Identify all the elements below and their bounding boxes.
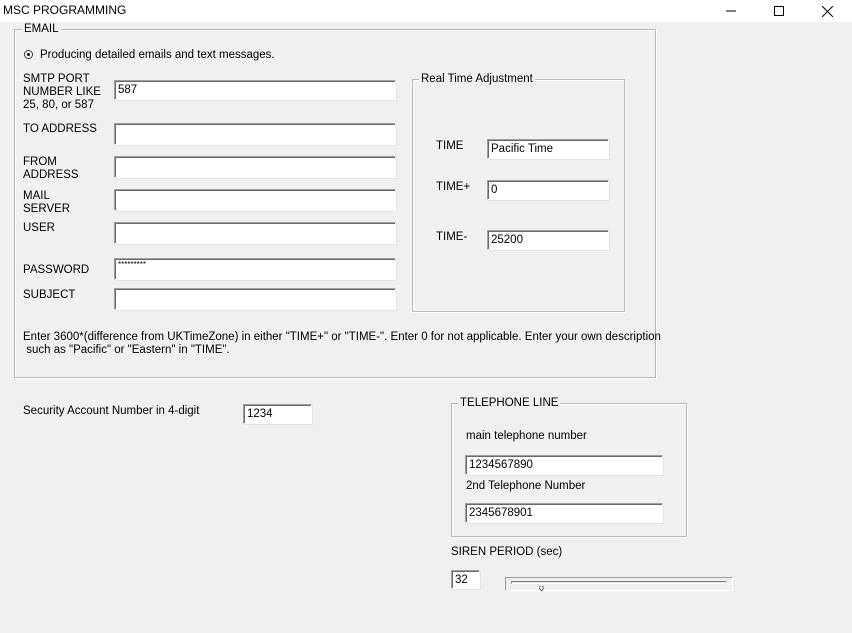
close-button[interactable] — [804, 0, 850, 22]
main-telephone-input[interactable]: 1234567890 — [465, 455, 663, 475]
mail-server-input[interactable] — [114, 189, 396, 211]
close-icon — [822, 6, 833, 17]
title-bar — [0, 0, 852, 22]
subject-input[interactable] — [114, 288, 396, 310]
detailed-messages-label: Producing detailed emails and text messages. — [40, 49, 275, 61]
from-address-input[interactable] — [114, 156, 396, 178]
slider-thumb[interactable] — [539, 582, 544, 587]
password-input[interactable]: ********* — [114, 258, 396, 280]
telephone-line-legend: TELEPHONE LINE — [460, 397, 559, 409]
window-title: MSC PROGRAMMING — [3, 3, 127, 17]
time-minus-input[interactable]: 25200 — [487, 230, 609, 250]
subject-label: SUBJECT — [23, 289, 76, 301]
main-telephone-label: main telephone number — [466, 430, 587, 442]
security-account-label: Security Account Number in 4-digit — [23, 405, 200, 417]
from-address-label: FROM ADDRESS — [23, 156, 79, 181]
email-legend: EMAIL — [24, 23, 59, 35]
time-plus-label: TIME+ — [436, 181, 471, 193]
second-telephone-input[interactable]: 2345678901 — [465, 503, 663, 523]
to-address-label: TO ADDRESS — [23, 123, 97, 135]
real-time-adjustment-legend: Real Time Adjustment — [421, 73, 533, 85]
siren-period-label: SIREN PERIOD (sec) — [451, 546, 563, 558]
time-label: TIME — [436, 140, 464, 152]
to-address-input[interactable] — [114, 123, 396, 145]
detailed-messages-radio[interactable] — [24, 50, 33, 59]
password-label: PASSWORD — [23, 264, 90, 276]
smtp-port-input[interactable]: 587 — [114, 80, 396, 100]
user-label: USER — [23, 222, 55, 234]
second-telephone-label: 2nd Telephone Number — [466, 480, 586, 492]
siren-period-slider[interactable] — [505, 575, 733, 593]
smtp-port-label: SMTP PORT NUMBER LIKE 25, 80, or 587 — [23, 73, 101, 111]
minimize-button[interactable] — [708, 0, 754, 22]
security-account-input[interactable]: 1234 — [243, 404, 312, 424]
slider-thumb-icon — [539, 586, 544, 591]
user-input[interactable] — [114, 222, 396, 244]
maximize-button[interactable] — [756, 0, 802, 22]
time-plus-input[interactable]: 0 — [487, 180, 609, 200]
minimize-icon — [726, 6, 736, 16]
siren-period-input[interactable]: 32 — [451, 570, 480, 589]
maximize-icon — [774, 6, 784, 16]
time-minus-label: TIME- — [436, 231, 468, 243]
time-zone-note: Enter 3600*(difference from UKTimeZone) in either "TIME+" or "TIME-". Enter 0 for not applicable. Enter your own description such as "Pacific" or "Eastern" in "TIME". — [23, 331, 661, 356]
mail-server-label: MAIL SERVER — [23, 190, 71, 215]
time-description-input[interactable]: Pacific Time — [487, 139, 609, 159]
